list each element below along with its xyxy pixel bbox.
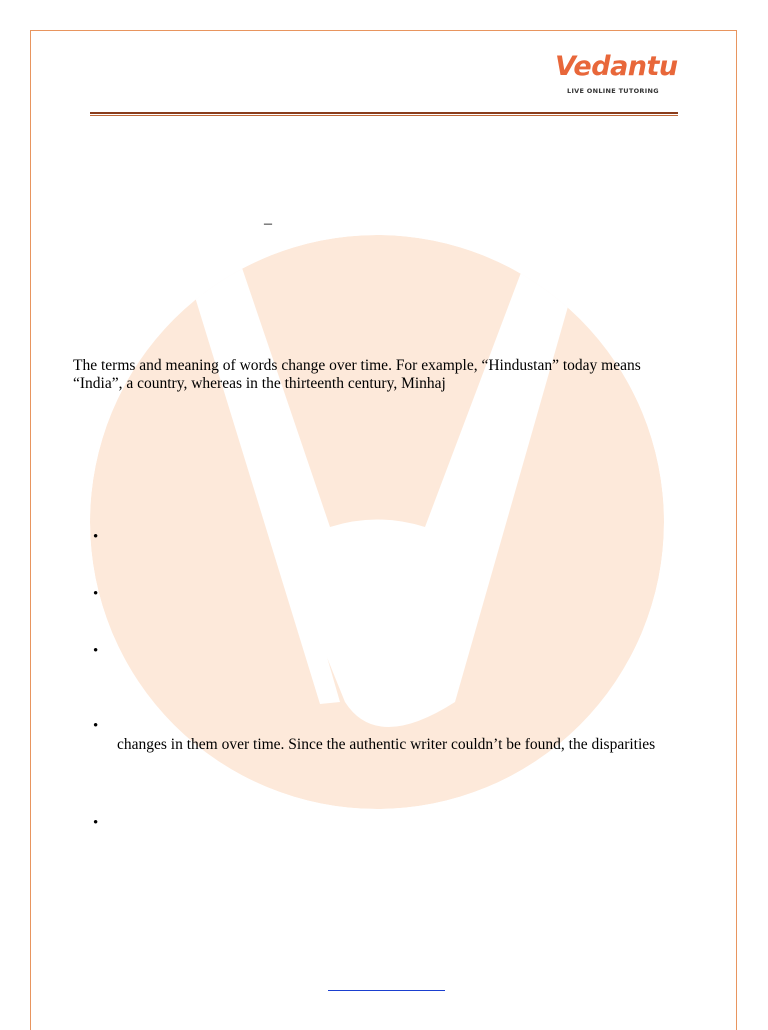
logo-wordmark: Vedantu [555,51,678,82]
bullet-4: • [93,718,99,734]
body-paragraph [73,357,685,393]
header-divider [90,112,678,116]
heading-dash: – [264,215,272,232]
footer-link-underline[interactable] [328,990,445,991]
logo-tagline: LIVE ONLINE TUTORING [567,87,659,95]
bullet-1: • [93,529,99,545]
vedantu-v-watermark [90,222,665,817]
vedantu-logo [555,52,680,97]
bullet-2: • [93,586,99,602]
paragraph-line-1: The terms and meaning of words change over time. For example, “Hindustan” today means [73,357,641,374]
paragraph-line-2: “India”, a country, whereas in the thirteenth century, Minhaj [73,375,446,392]
bullet-5: • [93,815,99,831]
bullet-3: • [93,643,99,659]
bullet-4-text: changes in them over time. Since the authentic writer couldn’t be found, the disparities [117,736,656,753]
